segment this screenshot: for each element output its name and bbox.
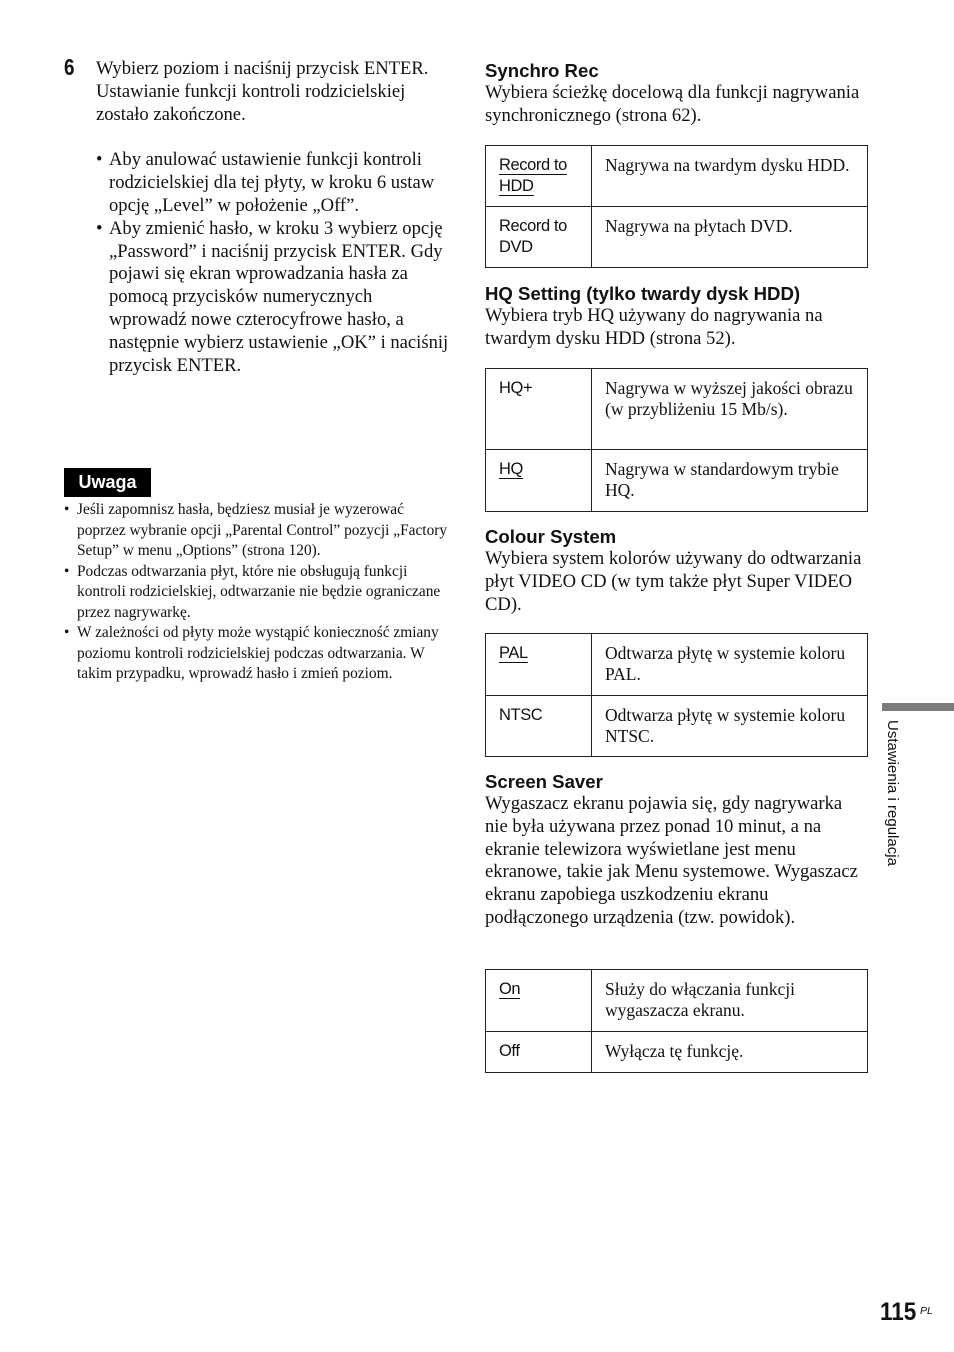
bullet-icon: • (96, 217, 103, 239)
option-key: Record to DVD (499, 217, 567, 256)
section-description: Wygaszacz ekranu pojawia się, gdy nagrywarka nie była używana przez ponad 10 minut, a na ekranie telewizora wyświetlane jest menu ekranowe, takie jak Menu systemowe. Wygaszacz ekranu zapobiega uszkodzeniu ekranu podłączonego urządzenia (tzw. powidok). (485, 793, 858, 928)
table-row (486, 970, 868, 1032)
note-text: Jeśli zapomnisz hasła, będziesz musiał je wyzerować poprzez wybranie opcji „Parental Control” pozycji „Factory Setup” w menu „Options” (strona 120). (77, 501, 448, 559)
section-description: Wybiera system kolorów używany do odtwarzania płyt VIDEO CD (w tym także płyt Super VIDEO CD). (485, 548, 862, 615)
section-description: Wybiera ścieżkę docelową dla funkcji nagrywania synchronicznego (strona 62). (485, 82, 860, 126)
option-key: Off (499, 1042, 520, 1060)
table-row (486, 146, 868, 207)
list-item (96, 149, 451, 217)
option-key: On (499, 980, 521, 998)
table-row (486, 207, 868, 268)
bullet-icon: • (96, 149, 103, 171)
option-value: Nagrywa w wyższej jakości obrazu (w przybliżeniu 15 Mb/s). (592, 369, 868, 450)
section-title: HQ Setting (tylko twardy dysk HDD) (485, 283, 801, 304)
step-instructions (96, 58, 451, 377)
bullet-icon: • (64, 562, 70, 580)
option-key: HQ (499, 460, 523, 478)
options-table-colour-system (485, 633, 868, 757)
options-table-hq-setting (485, 368, 868, 512)
option-value: Odtwarza płytę w systemie koloru NTSC. (592, 696, 868, 757)
section-colour-system (485, 526, 868, 616)
option-value: Służy do włączania funkcji wygaszacza ekranu. (592, 970, 868, 1032)
list-item (96, 218, 451, 378)
table-row (486, 450, 868, 512)
note-label: Uwaga (64, 468, 151, 497)
step-bullet-list (96, 149, 451, 377)
option-value: Nagrywa w standardowym trybie HQ. (592, 450, 868, 512)
section-title: Colour System (485, 526, 617, 547)
options-table-screen-saver (485, 969, 868, 1073)
option-key: PAL (499, 644, 528, 662)
table-row (486, 634, 868, 696)
section-screen-saver (485, 771, 868, 930)
bullet-text: Aby zmienić hasło, w kroku 3 wybierz opcję „Password” i naciśnij przycisk ENTER. Gdy pojawi się ekran wprowadzania hasła za pomocą przycisków numerycznych wprowadź nowe czterocyfrowe hasło, a następnie wybierz ustawienie „OK” i naciśnij przycisk ENTER. (109, 217, 449, 376)
side-tab-bar (882, 703, 954, 711)
option-value: Nagrywa na płytach DVD. (592, 207, 868, 268)
bullet-icon: • (64, 501, 70, 518)
note-text: W zależności od płyty może wystąpić konieczność zmiany poziomu kontroli rodzicielskiej podczas odtwarzania. W takim przypadku, wprowadź hasło i zmień poziom. (77, 624, 439, 682)
section-title: Synchro Rec (485, 60, 599, 81)
list-item (64, 623, 449, 685)
options-table-synchro-rec (485, 145, 868, 268)
section-hq-setting (485, 283, 868, 351)
page-language-suffix: PL (920, 1305, 933, 1317)
step-line-1: Wybierz poziom i naciśnij przycisk ENTER. (96, 58, 429, 79)
note-text: Podczas odtwarzania płyt, które nie obsługują funkcji kontroli rodzicielskiej, odtwarzanie nie będzie ograniczane przez nagrywarkę. (77, 562, 441, 621)
section-synchro-rec (485, 60, 868, 128)
bullet-icon: • (64, 624, 70, 641)
list-item (64, 500, 449, 562)
step-line-2: Ustawianie funkcji kontroli rodzicielskiej zostało zakończone. (96, 80, 406, 125)
option-key: NTSC (499, 706, 543, 724)
option-value: Odtwarza płytę w systemie koloru PAL. (592, 634, 868, 696)
side-tab-label: Ustawienia i regulacja (884, 720, 901, 866)
step-number: 6 (64, 54, 75, 80)
bullet-text: Aby anulować ustawienie funkcji kontroli rodzicielskiej dla tej płyty, w kroku 6 ustaw opcję „Level” w położenie „Off”. (109, 149, 435, 216)
option-key: HQ+ (499, 379, 533, 397)
option-key: Record to HDD (499, 156, 567, 195)
page-number: 115 (880, 1298, 917, 1326)
option-value: Nagrywa na twardym dysku HDD. (592, 146, 868, 207)
section-description: Wybiera tryb HQ używany do nagrywania na twardym dysku HDD (strona 52). (485, 305, 823, 349)
option-value: Wyłącza tę funkcję. (592, 1032, 868, 1073)
note-list (64, 500, 449, 685)
section-title: Screen Saver (485, 771, 603, 792)
list-item (64, 562, 449, 624)
table-row (486, 696, 868, 757)
table-row (486, 369, 868, 450)
table-row (486, 1032, 868, 1073)
